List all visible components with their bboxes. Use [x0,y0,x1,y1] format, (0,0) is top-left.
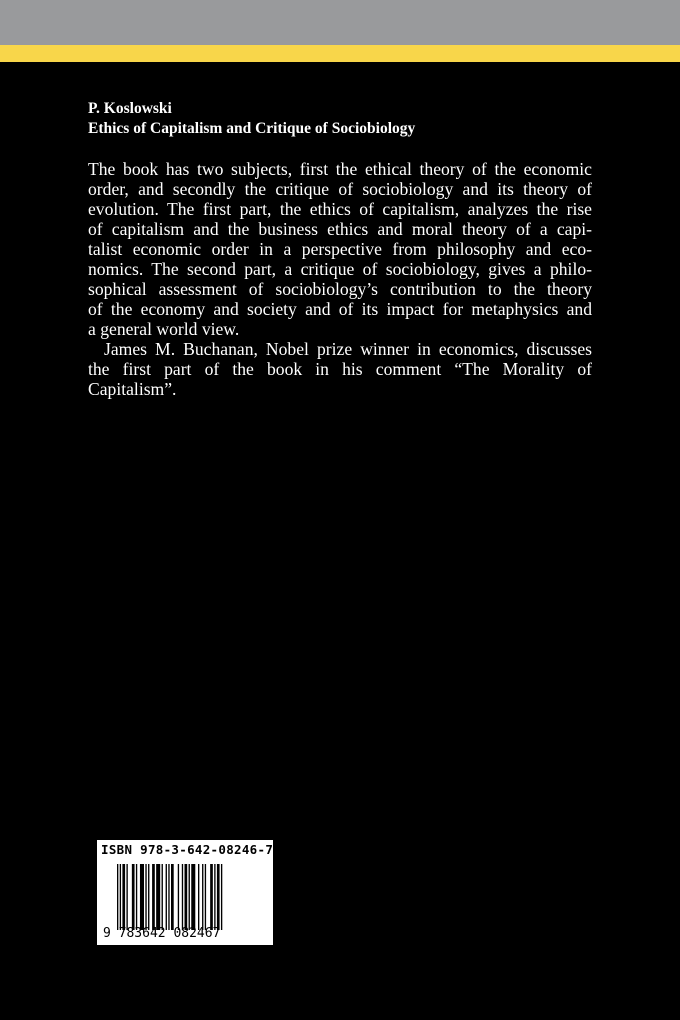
blurb-line: of capitalism and the business ethics and moral theory of a capi- [88,219,592,239]
barcode-bar [117,864,118,930]
isbn-label: ISBN 978-3-642-08246-7 [101,842,274,857]
barcode-digits: 9 783642 082467 [103,926,221,941]
barcode-bar [217,864,220,930]
blurb-text [88,159,592,399]
barcode-bars [117,864,265,930]
barcode-bar [191,864,195,930]
blurb-line: evolution. The first part, the ethics of capitalism, analyzes the rise [88,199,592,219]
blurb-line: nomics. The second part, a critique of sociobiology, gives a philo- [88,259,592,279]
barcode-bar [126,864,127,930]
barcode-bar [148,864,149,930]
barcode-bar [140,864,144,930]
barcode-bar [178,864,179,930]
barcode-bar [189,864,190,930]
barcode-bar [210,864,213,930]
barcode-bar [205,864,206,930]
barcode-bar [166,864,167,930]
blurb-line: Capitalism”. [88,379,177,399]
top-gray-band [0,0,680,45]
book-title: Ethics of Capitalism and Critique of Sociobiology [88,120,416,137]
blurb-line: a general world view. [88,319,240,339]
barcode-bar [182,864,183,930]
barcode-bar [120,864,121,930]
blurb-line: James M. Buchanan, Nobel prize winner in economics, discusses [104,339,592,359]
barcode-bar [162,864,163,930]
barcode-bar [152,864,155,930]
barcode-bar [132,864,135,930]
yellow-accent-band [0,45,680,62]
barcode-bar [221,864,222,930]
blurb-line: sophical assessment of sociobiology’s contribution to the theory [88,279,592,299]
barcode-bar [156,864,160,930]
author-name: P. Koslowski [88,100,172,117]
barcode-bar [136,864,137,930]
blurb-line: The book has two subjects, first the ethical theory of the economic [88,159,592,179]
barcode-bar [198,864,199,930]
blurb-line: order, and secondly the critique of sociobiology and its theory of [88,179,592,199]
barcode-bar [168,864,169,930]
barcode-bar [214,864,215,930]
barcode-bar [171,864,174,930]
isbn-barcode [97,840,273,945]
blurb-line: of the economy and society and of its impact for metaphysics and [88,299,592,319]
barcode-bar [202,864,203,930]
barcode-bar [145,864,146,930]
blurb-line: the first part of the book in his comment “The Morality of [88,359,592,379]
barcode-bar [185,864,188,930]
barcode-bar [122,864,125,930]
blurb-line: talist economic order in a perspective from philosophy and eco- [88,239,592,259]
